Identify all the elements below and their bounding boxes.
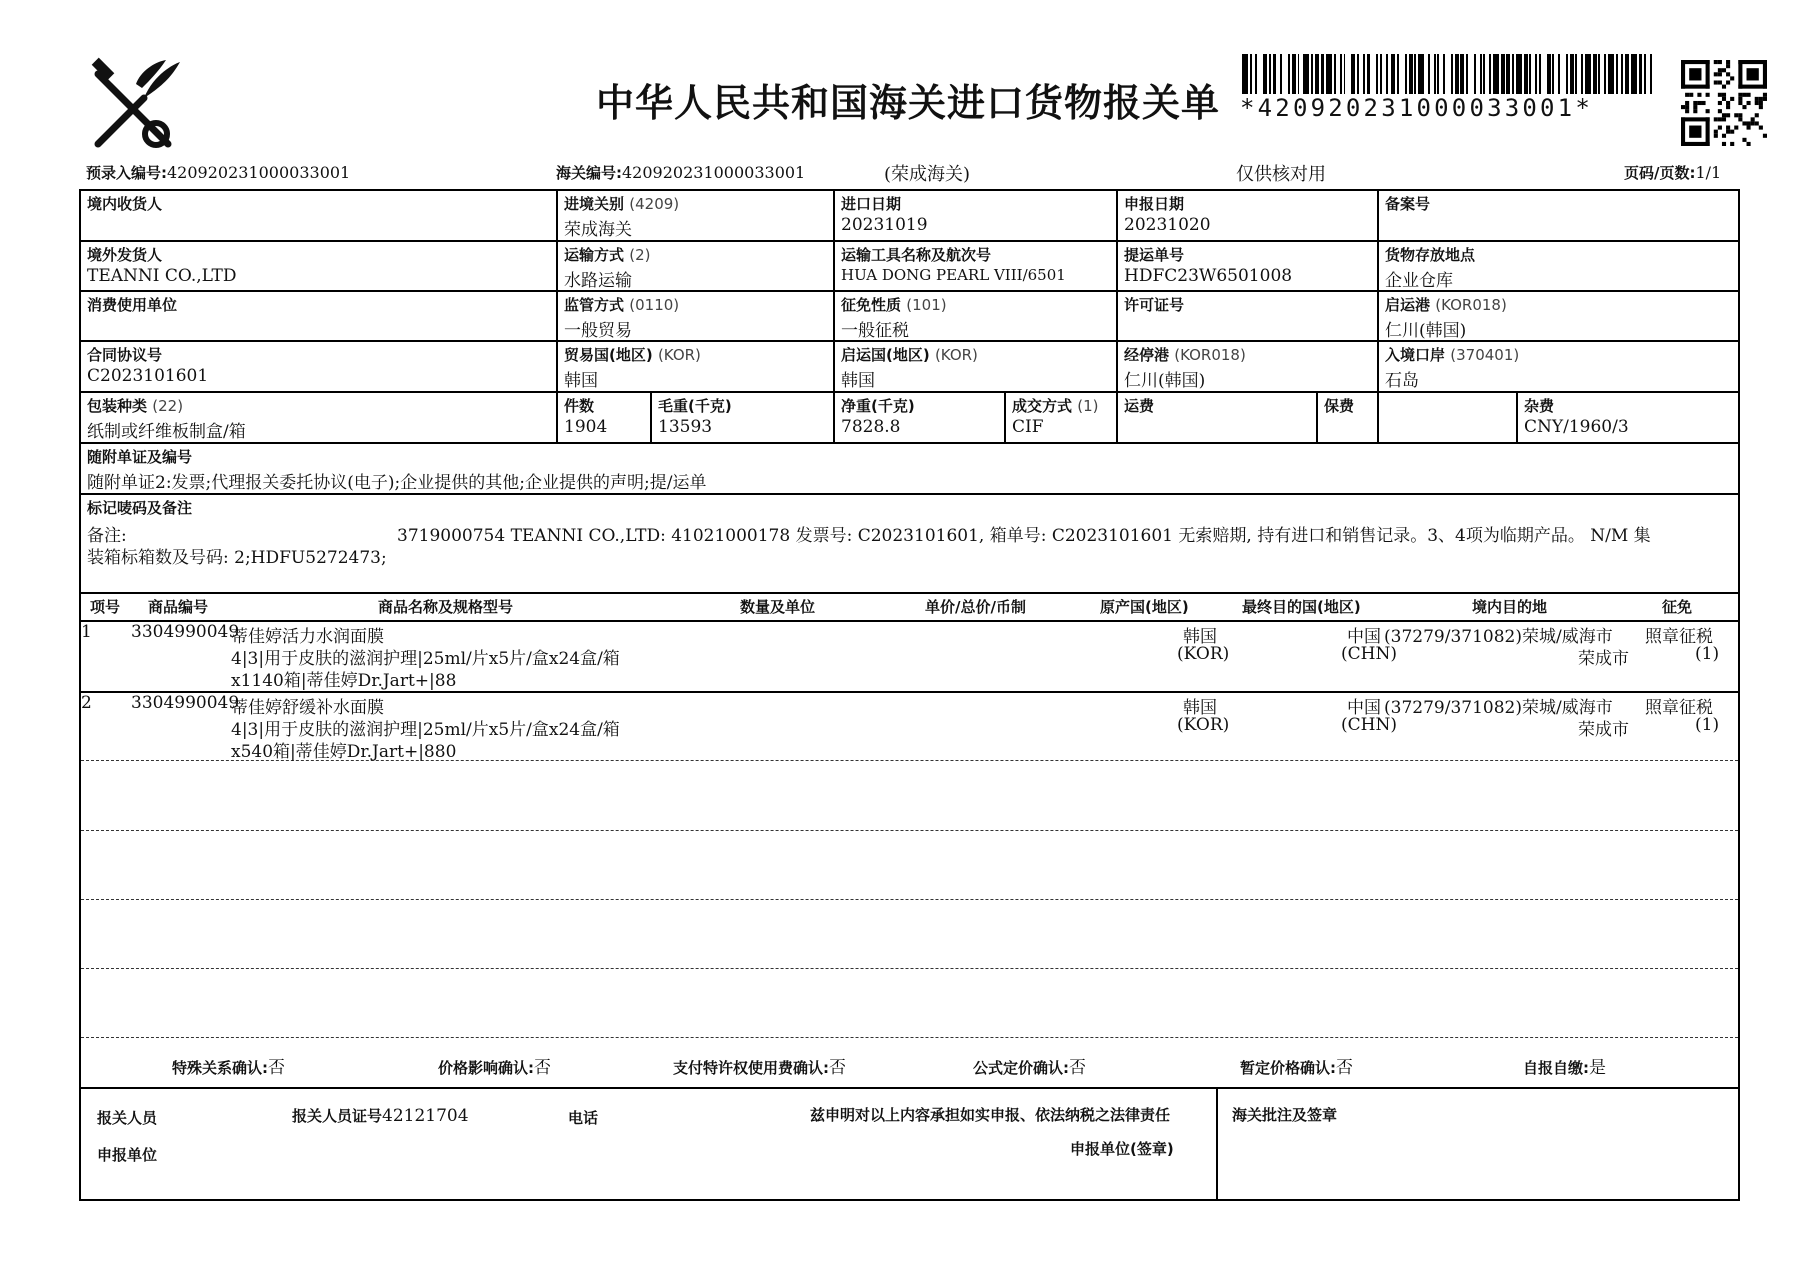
col-header-quantity: 数量及单位 <box>740 598 816 616</box>
col-header-origin: 原产国(地区) <box>1100 598 1189 616</box>
field-net-weight: 净重(千克) 7828.8 <box>841 397 915 437</box>
field-transit-port: 经停港 (KOR018) 仁川(韩国) <box>1124 346 1246 391</box>
field-pieces: 件数 1904 <box>564 397 608 437</box>
special-relation-confirm: 特殊关系确认:否 <box>172 1058 285 1078</box>
declarant-id: 报关人员证号42121704 <box>292 1106 469 1126</box>
field-package-type: 包装种类 (22) 纸制或纤维板制盒/箱 <box>87 397 246 442</box>
field-documents: 随附单证及编号 随附单证2:发票;代理报关委托协议(电子);企业提供的其他;企业提供的声明;提/运单 <box>87 448 707 493</box>
customs-sign-label: 海关批注及签章 <box>1232 1106 1338 1124</box>
field-consignor: 境外发货人 TEANNI CO.,LTD <box>87 246 237 286</box>
royalty-confirm: 支付特许权使用费确认:否 <box>673 1058 846 1078</box>
table-row: 1 3304990049 蒂佳婷活力水润面膜 4|3|用于皮肤的滋润护理|25ml/片x5片/盒x24盒/箱 x1140箱|蒂佳婷Dr.Jart+|88 韩国 (KOR) 中国 (CHN) (37279/371082)荣城/威海市 荣成市 照章征税 (1) <box>81 622 1720 691</box>
col-header-code: 商品编号 <box>148 598 209 616</box>
col-header-destination: 最终目的国(地区) <box>1242 598 1361 616</box>
field-departure-port: 启运港 (KOR018) 仁川(韩国) <box>1385 296 1507 341</box>
table-row: 2 3304990049 蒂佳婷舒缓补水面膜 4|3|用于皮肤的滋润护理|25ml/片x5片/盒x24盒/箱 x540箱|蒂佳婷Dr.Jart+|880 韩国 (KOR) 中国 (CHN) (37279/371082)荣城/威海市 荣成市 照章征税 (1) <box>81 693 1720 762</box>
field-remarks: 标记唛码及备注 备注: 3719000754 TEANNI CO.,LTD: 41021000178 发票号: C2023101601, 箱单号: C2023101601 无索赔期, 持有进口和销售记录。3、4项为临期产品。 N/M 集 装箱标箱数及号码: 2;HDFU5272473; <box>87 499 1651 568</box>
customs-name: (荣成海关) <box>884 164 971 185</box>
field-record-no: 备案号 <box>1385 195 1431 213</box>
check-only-note: 仅供核对用 <box>1236 164 1326 185</box>
field-misc-fee: 杂费 CNY/1960/3 <box>1524 397 1629 437</box>
field-trade-country: 贸易国(地区) (KOR) 韩国 <box>564 346 701 391</box>
customs-number: 海关编号:420920231000033001 <box>556 163 806 182</box>
declaring-unit-label: 申报单位 <box>97 1146 158 1164</box>
page-title: 中华人民共和国海关进口货物报关单 <box>596 81 1221 125</box>
field-vessel: 运输工具名称及航次号 HUA DONG PEARL VIII/6501 <box>841 246 1066 284</box>
self-payment-confirm: 自报自缴:是 <box>1523 1058 1606 1078</box>
barcode-image <box>1242 54 1654 94</box>
field-transport-mode: 运输方式 (2) 水路运输 <box>564 246 651 291</box>
col-header-tax: 征免 <box>1662 598 1693 616</box>
field-consumer: 消费使用单位 <box>87 296 178 314</box>
field-import-date: 进口日期 20231019 <box>841 195 928 235</box>
col-header-price: 单价/总价/币制 <box>925 598 1026 616</box>
page-count: 页码/页数:1/1 <box>1624 163 1722 182</box>
field-consignee: 境内收货人 <box>87 195 163 213</box>
field-license: 许可证号 <box>1124 296 1185 314</box>
pre-entry-number: 预录入编号:420920231000033001 <box>86 163 351 182</box>
provisional-price-confirm: 暂定价格确认:否 <box>1240 1058 1353 1078</box>
field-storage: 货物存放地点 企业仓库 <box>1385 246 1476 291</box>
field-declare-date: 申报日期 20231020 <box>1124 195 1211 235</box>
field-freight: 运费 <box>1124 397 1155 415</box>
declarant-label: 报关人员 <box>97 1109 158 1127</box>
field-gross-weight: 毛重(千克) 13593 <box>658 397 732 437</box>
qr-code-image <box>1681 60 1767 146</box>
price-impact-confirm: 价格影响确认:否 <box>438 1058 551 1078</box>
legal-statement: 兹申明对以上内容承担如实申报、依法纳税之法律责任 <box>810 1106 1171 1124</box>
field-insurance: 保费 <box>1324 397 1355 415</box>
field-deal-mode: 成交方式 (1) CIF <box>1012 397 1099 437</box>
field-bill-no: 提运单号 HDFC23W6501008 <box>1124 246 1293 286</box>
field-contract: 合同协议号 C2023101601 <box>87 346 209 386</box>
field-origin-country: 启运国(地区) (KOR) 韩国 <box>841 346 978 391</box>
formula-pricing-confirm: 公式定价确认:否 <box>973 1058 1086 1078</box>
barcode-number: *420920231000033001* <box>1240 94 1593 122</box>
field-entry-port: 入境口岸 (370401) 石岛 <box>1385 346 1520 391</box>
field-tax-nature: 征免性质 (101) 一般征税 <box>841 296 947 341</box>
col-header-item-no: 项号 <box>90 598 121 616</box>
customs-emblem-logo <box>84 54 184 154</box>
declaring-unit-seal: 申报单位(签章) <box>1070 1140 1174 1158</box>
field-entry-customs: 进境关别 (4209) 荣成海关 <box>564 195 680 240</box>
phone-label: 电话 <box>568 1109 599 1127</box>
col-header-name: 商品名称及规格型号 <box>378 598 514 616</box>
field-supervision: 监管方式 (0110) 一般贸易 <box>564 296 680 341</box>
col-header-domestic-dest: 境内目的地 <box>1472 598 1548 616</box>
